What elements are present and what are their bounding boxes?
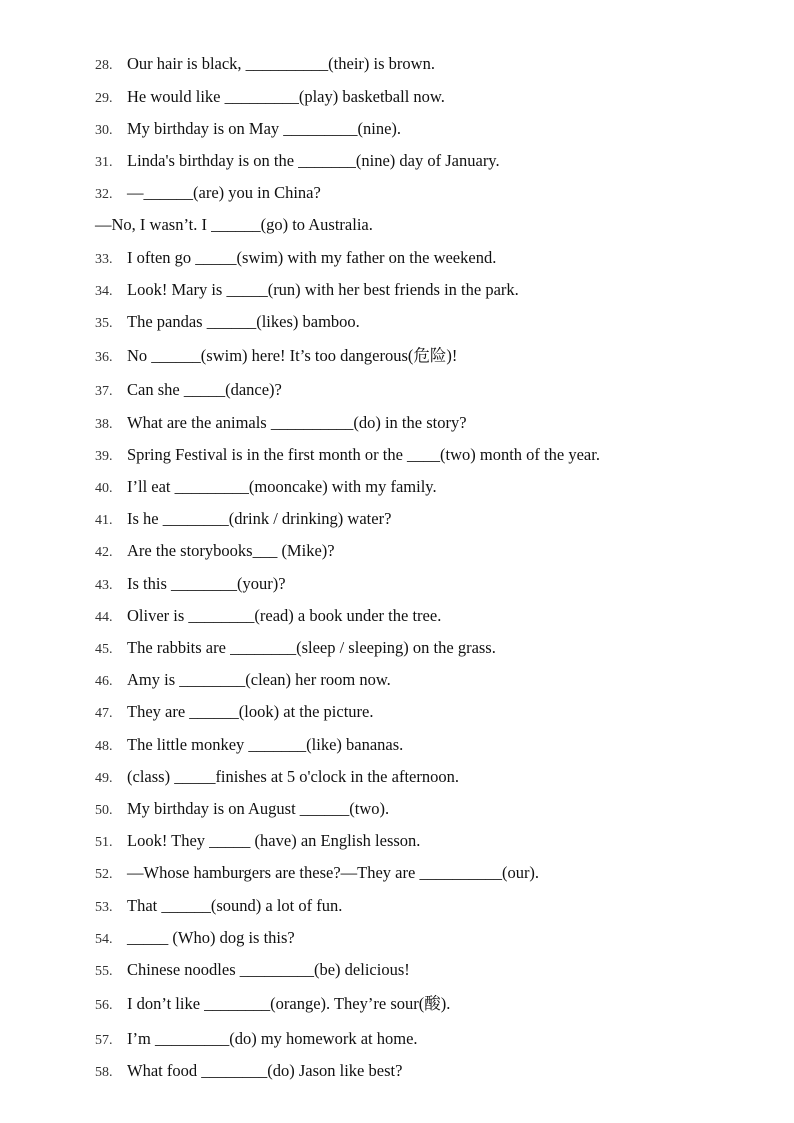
question-text: I often go _____(swim) with my father on the weekend.: [127, 248, 497, 267]
question-text: (class) _____finishes at 5 o'clock in the afternoon.: [127, 767, 459, 786]
question-line: [95, 117, 774, 141]
question-number: 45.: [95, 642, 113, 657]
question-line: [95, 572, 774, 596]
answer-line: [95, 213, 774, 237]
question-text: Is this ________(your)?: [127, 574, 286, 593]
question-line: [95, 668, 774, 692]
question-number: 30.: [95, 123, 113, 138]
question-number: 38.: [95, 417, 113, 432]
question-text: The rabbits are ________(sleep / sleeping) on the grass.: [127, 638, 496, 657]
question-line: [95, 344, 774, 368]
question-number: 39.: [95, 449, 113, 464]
question-number: 34.: [95, 284, 113, 299]
question-line: [95, 829, 774, 853]
question-line: [95, 700, 774, 724]
question-text: Linda's birthday is on the _______(nine) day of January.: [127, 151, 500, 170]
question-line: [95, 861, 774, 885]
question-line: [95, 378, 774, 402]
question-number: 50.: [95, 803, 113, 818]
question-text: Can she _____(dance)?: [127, 380, 282, 399]
question-number: 46.: [95, 674, 113, 689]
question-text: I’ll eat _________(mooncake) with my family.: [127, 477, 437, 496]
question-text: Our hair is black, __________(their) is brown.: [127, 54, 435, 73]
question-number: 54.: [95, 932, 113, 947]
question-text: My birthday is on August ______(two).: [127, 799, 390, 818]
question-line: [95, 278, 774, 302]
question-text: No ______(swim) here! It’s too dangerous(危险)!: [127, 346, 458, 365]
question-number: 48.: [95, 739, 113, 754]
question-number: 41.: [95, 513, 113, 528]
question-number: 33.: [95, 252, 113, 267]
question-number: 36.: [95, 350, 113, 365]
question-text: Oliver is ________(read) a book under the tree.: [127, 606, 442, 625]
question-number: 57.: [95, 1033, 113, 1048]
question-text: My birthday is on May _________(nine).: [127, 119, 402, 138]
question-number: 44.: [95, 610, 113, 625]
question-number: 31.: [95, 155, 113, 170]
question-text: Spring Festival is in the first month or the ____(two) month of the year.: [127, 445, 600, 464]
question-line: [95, 765, 774, 789]
question-text: That ______(sound) a lot of fun.: [127, 896, 343, 915]
question-line: [95, 411, 774, 435]
question-line: [95, 246, 774, 270]
question-number: 58.: [95, 1065, 113, 1080]
question-line: [95, 475, 774, 499]
question-text: What are the animals __________(do) in the story?: [127, 413, 467, 432]
question-line: [95, 52, 774, 76]
question-text: Look! Mary is _____(run) with her best friends in the park.: [127, 280, 519, 299]
question-text: —______(are) you in China?: [127, 183, 321, 202]
question-number: 42.: [95, 545, 113, 560]
question-text: Is he ________(drink / drinking) water?: [127, 509, 392, 528]
question-line: [95, 926, 774, 950]
question-text: Are the storybooks___ (Mike)?: [127, 541, 335, 560]
question-line: [95, 539, 774, 563]
question-text: They are ______(look) at the picture.: [127, 702, 374, 721]
question-number: 53.: [95, 900, 113, 915]
question-number: 28.: [95, 58, 113, 73]
question-number: 49.: [95, 771, 113, 786]
question-number: 56.: [95, 998, 113, 1013]
question-line: [95, 1027, 774, 1051]
question-line: [95, 958, 774, 982]
question-line: [95, 507, 774, 531]
question-text: —No, I wasn’t. I ______(go) to Australia.: [95, 215, 373, 234]
question-number: 35.: [95, 316, 113, 331]
question-line: [95, 181, 774, 205]
question-number: 40.: [95, 481, 113, 496]
question-line: [95, 604, 774, 628]
question-text: Chinese noodles _________(be) delicious!: [127, 960, 410, 979]
question-number: 37.: [95, 384, 113, 399]
question-line: [95, 733, 774, 757]
question-line: [95, 797, 774, 821]
question-line: [95, 992, 774, 1016]
question-line: [95, 894, 774, 918]
question-text: _____ (Who) dog is this?: [127, 928, 295, 947]
question-line: [95, 310, 774, 334]
question-text: Look! They _____ (have) an English lesson.: [127, 831, 421, 850]
question-number: 29.: [95, 91, 113, 106]
question-number: 47.: [95, 706, 113, 721]
question-number: 55.: [95, 964, 113, 979]
question-text: He would like _________(play) basketball now.: [127, 87, 445, 106]
question-text: The pandas ______(likes) bamboo.: [127, 312, 360, 331]
question-line: [95, 149, 774, 173]
question-number: 52.: [95, 867, 113, 882]
question-text: I’m _________(do) my homework at home.: [127, 1029, 418, 1048]
question-line: [95, 1059, 774, 1083]
question-number: 43.: [95, 578, 113, 593]
question-line: [95, 85, 774, 109]
question-text: The little monkey _______(like) bananas.: [127, 735, 404, 754]
question-text: I don’t like ________(orange). They’re sour(酸).: [127, 994, 451, 1013]
question-text: What food ________(do) Jason like best?: [127, 1061, 403, 1080]
question-number: 51.: [95, 835, 113, 850]
question-text: Amy is ________(clean) her room now.: [127, 670, 391, 689]
question-line: [95, 443, 774, 467]
question-text: —Whose hamburgers are these?—They are __________(our).: [127, 863, 540, 882]
question-line: [95, 636, 774, 660]
question-number: 32.: [95, 187, 113, 202]
